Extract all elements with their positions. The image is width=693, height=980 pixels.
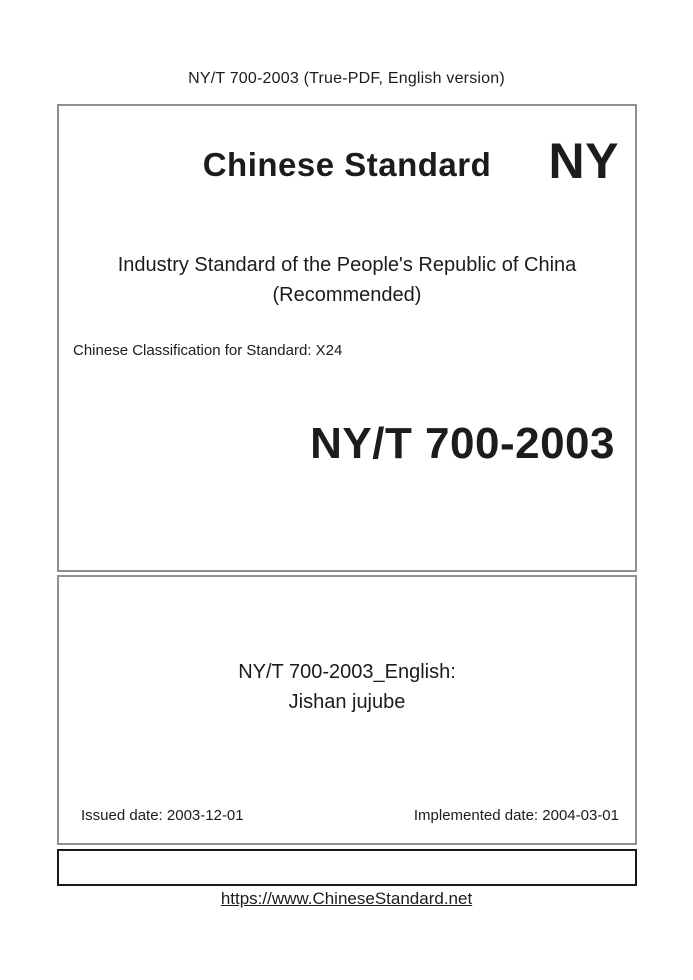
implemented-date: Implemented date: 2004-03-01	[413, 807, 619, 824]
empty-bar	[57, 849, 637, 886]
ny-logo: NY	[548, 133, 619, 189]
issued-date: Issued date: 2003-12-01	[81, 807, 244, 824]
classification-line: Chinese Classification for Standard: X24	[73, 342, 343, 359]
brand-title: Chinese Standard	[202, 146, 492, 183]
org-block	[59, 250, 635, 310]
page-header: NY/T 700-2003 (True-PDF, English version)	[188, 70, 505, 87]
doc-title-line1: NY/T 700-2003_English:	[238, 661, 456, 683]
org-line: Industry Standard of the People's Republic of China	[117, 254, 577, 276]
cover-box	[57, 104, 637, 572]
recommended-line: (Recommended)	[272, 284, 422, 306]
standard-code: NY/T 700-2003	[310, 419, 615, 468]
dates-row	[81, 807, 619, 824]
doc-title-line2: Jishan jujube	[288, 691, 406, 713]
page-footer	[0, 889, 693, 909]
footer-link[interactable]: https://www.ChineseStandard.net	[220, 889, 473, 908]
title-box	[57, 575, 637, 845]
doc-title	[59, 657, 635, 717]
